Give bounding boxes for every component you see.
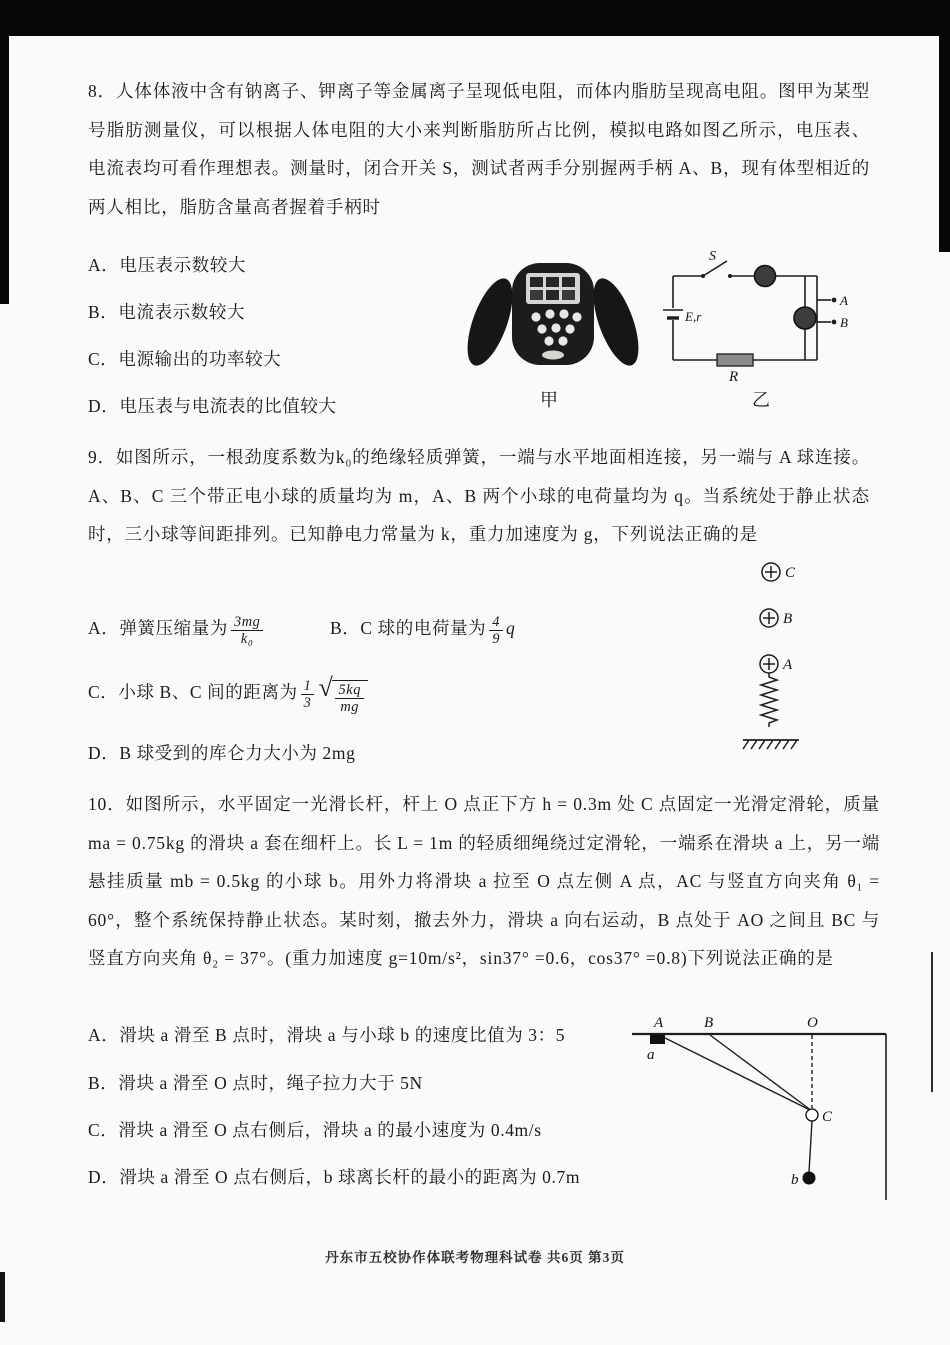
ball-b-label: b xyxy=(791,1172,799,1188)
point-b-label: B xyxy=(704,1015,714,1031)
ball-b-icon xyxy=(803,1172,816,1185)
point-a-label: A xyxy=(654,1015,664,1031)
charged-balls-spring-figure xyxy=(735,556,845,776)
slider-a-label: a xyxy=(647,1047,655,1063)
point-o-label: O xyxy=(807,1015,818,1031)
ball-a-label: A xyxy=(783,657,793,673)
q9-option-b-fraction: $\frac{4}{9}$ xyxy=(489,614,503,647)
question-9-option-d: D．B 球受到的库仑力大小为 2mg xyxy=(88,743,356,763)
q9-option-b-suffix: q xyxy=(506,617,516,638)
question-8-option-c: C．电源输出的功率较大 xyxy=(88,349,282,369)
q9-option-a-text: A．弹簧压缩量为 xyxy=(88,617,228,638)
scan-artifact-right-line xyxy=(931,952,933,1092)
circuit-figure xyxy=(655,248,865,383)
question-9-option-c xyxy=(88,678,368,716)
question-10-option-c: C．滑块 a 滑至 O 点右侧后，滑块 a 的最小速度为 0.4m/s xyxy=(88,1120,542,1140)
scan-artifact-top xyxy=(0,0,950,36)
question-8-option-d: D．电压表与电流表的比值较大 xyxy=(88,396,337,416)
voltmeter-icon xyxy=(794,307,816,329)
question-8-option-b: B．电流表示数较大 xyxy=(88,302,246,322)
spring-icon xyxy=(761,673,777,727)
terminal-b-label: B xyxy=(840,315,848,330)
figure-yi-label: 乙 xyxy=(752,390,770,410)
question-10-stem: 10．如图所示，水平固定一光滑长杆，杆上 O 点正下方 h = 0.3m 处 C 点固定一光滑定滑轮，质量 ma = 0.75kg 的滑块 a 套在细杆上。长 L = 1m 的轻质细绳绕过定滑轮，一端系在滑块 a 上，另一端悬挂质量 mb = 0.5kg 的小球 b。用外力将滑块 a 拉至 O 点左侧 A 点，AC 与竖直方向夹角 θ₁ = 60°，整个系统保持静止状态。某时刻，撤去外力，滑块 a 向右运动，B 点处于 AO 之间且 BC 与竖直方向夹角 θ₂ = 37°。(重力加速度 g=10m/s²，sin37° =0.6，cos37° =0.8)下列说法正确的是 xyxy=(88,794,880,968)
question-9-option-a xyxy=(88,614,266,647)
question-8-stem: 8．人体体液中含有钠离子、钾离子等金属离子呈现低电阻，而体内脂肪呈现高电阻。图甲为某型号脂肪测量仪，可以根据人体电阻的大小来判断脂肪所占比例，模拟电路如图乙所示，电压表、电流表均可看作理想表。测量时，闭合开关 S，测试者两手分别握两手柄 A、B，现有体型相近的两人相比，脂肪含量高者握着手柄时 xyxy=(88,81,870,217)
switch-label: S xyxy=(709,249,716,264)
question-10-option-d: D．滑块 a 滑至 O 点右侧后，b 球离长杆的最小的距离为 0.7m xyxy=(88,1167,581,1187)
fat-meter-device-figure xyxy=(458,250,648,380)
q9-option-c-sqrt: √ $\frac{5kq}{mg}$ xyxy=(332,680,368,716)
pulley-c-label: C xyxy=(822,1109,833,1125)
pulley-icon xyxy=(806,1109,818,1121)
question-10-option-b: B．滑块 a 滑至 O 点时，绳子拉力大于 5N xyxy=(88,1073,423,1093)
terminal-a-label: A xyxy=(840,293,848,308)
scan-artifact-left xyxy=(0,36,9,304)
page-footer: 丹东市五校协作体联考物理科试卷 共6页 第3页 xyxy=(325,1250,625,1265)
scan-artifact-right xyxy=(939,36,950,252)
q9-option-a-fraction: $\frac{3mg}{\text{k₀}}$ xyxy=(231,614,264,647)
ammeter-icon xyxy=(755,266,776,287)
ball-b-label: B xyxy=(783,611,793,627)
resistor-label: R xyxy=(729,369,739,385)
q9-option-b-text: B．C 球的电荷量为 xyxy=(330,617,487,638)
ball-c-label: C xyxy=(785,565,796,581)
question-8-option-a: A．电压表示数较大 xyxy=(88,255,247,275)
q9-option-c-coef: $\frac{1}{3}$ xyxy=(301,678,315,711)
battery-label: E,r xyxy=(685,309,702,324)
question-9-stem: 9．如图所示，一根劲度系数为k₀的绝缘轻质弹簧，一端与水平地面相连接，另一端与 A 球连接。A、B、C 三个带正电小球的质量均为 m，A、B 两个小球的电荷量均为 q。当系统处于静止状态时，三小球等间距排列。已知静电力常量为 k，重力加速度为 g，下列说法正确的是 xyxy=(88,447,870,544)
question-9-option-b xyxy=(330,614,515,647)
rod-pulley-figure xyxy=(628,1012,898,1207)
scan-artifact-bottom-left xyxy=(0,1272,5,1322)
q9-option-c-text: C．小球 B、C 间的距离为 xyxy=(88,681,298,702)
figure-jia-label: 甲 xyxy=(540,390,558,410)
question-10-option-a: A．滑块 a 滑至 B 点时，滑块 a 与小球 b 的速度比值为 3：5 xyxy=(88,1025,566,1045)
slider-a-icon xyxy=(650,1035,665,1044)
